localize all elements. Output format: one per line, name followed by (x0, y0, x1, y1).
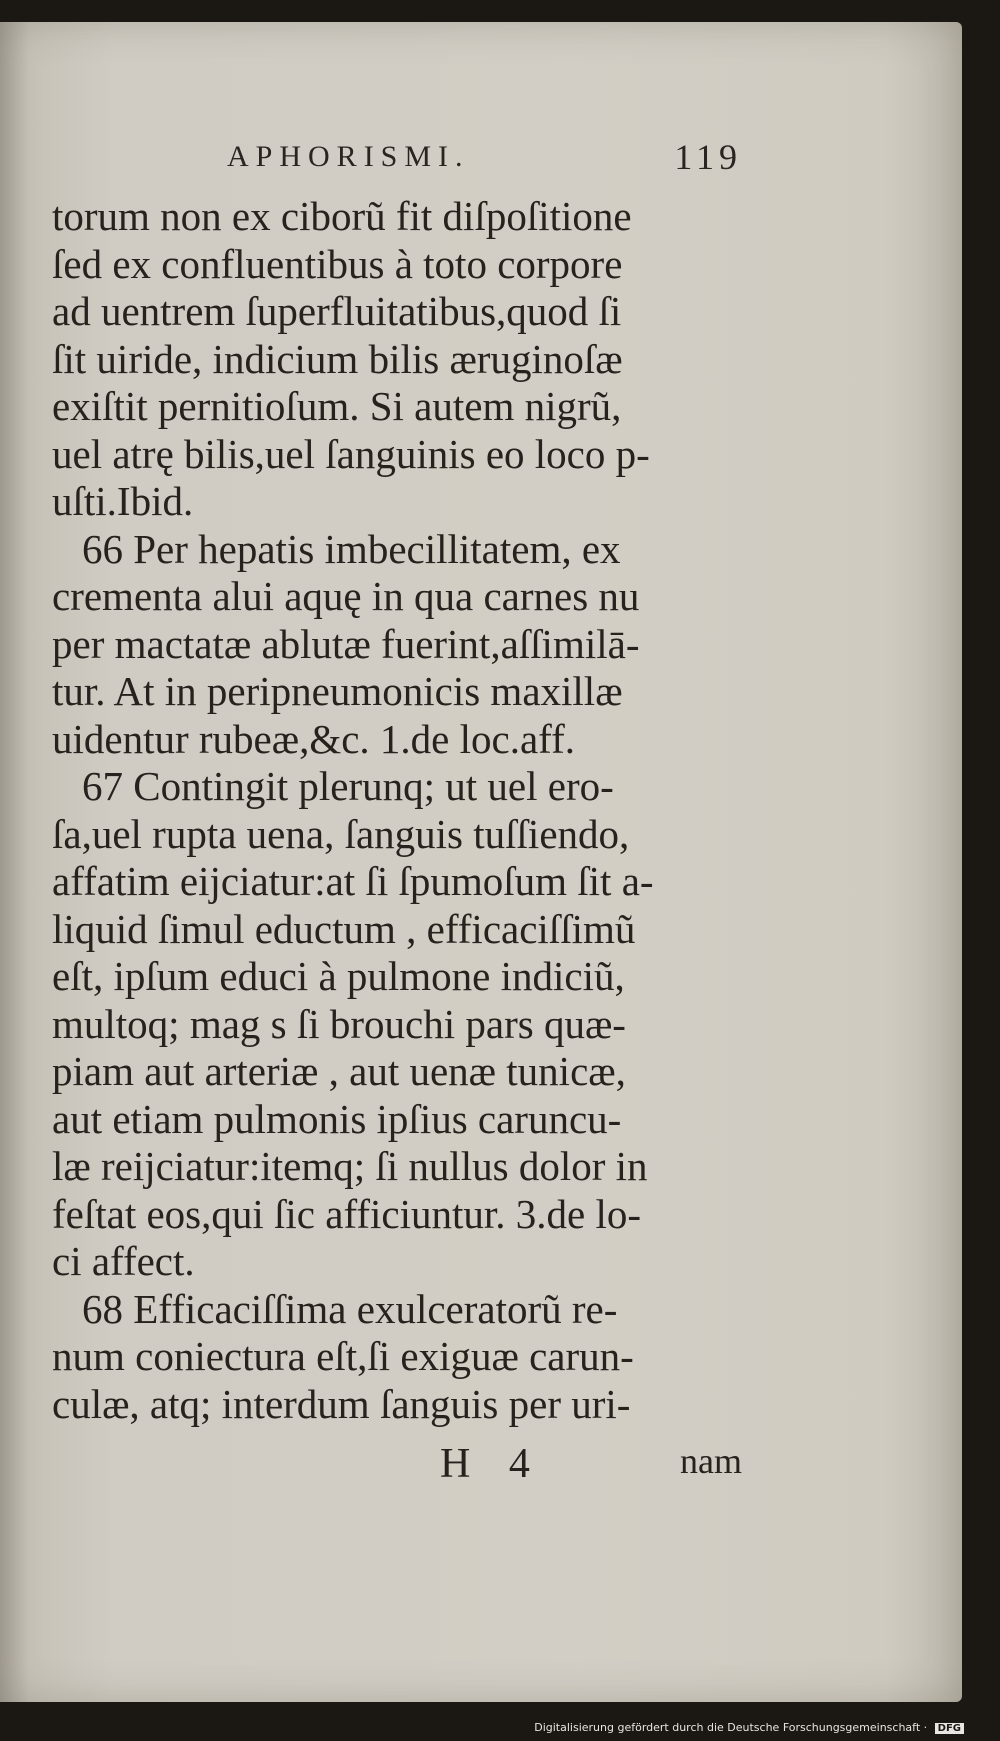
catchword: nam (680, 1441, 742, 1481)
text-line: læ reijciatur:itemq; ſi nullus dolor in (52, 1143, 648, 1189)
text-line: uſti.Ibid. (52, 478, 194, 524)
text-line: ſa,uel rupta uena, ſanguis tuſſiendo, (52, 810, 630, 857)
text-line: crementa alui aquę in qua carnes nu (52, 573, 640, 619)
text-line: num coniectura eſt,ſi exiguæ carun- (52, 1333, 634, 1379)
running-head (52, 137, 742, 190)
text-line: liquid ſimul eductum , efficaciſſimũ (52, 905, 636, 952)
text-line: piam aut arteriæ , aut uenæ tunicæ, (52, 1048, 626, 1094)
text-line: feſtat eos,qui ſic afficiuntur. 3.de lo- (52, 1190, 642, 1237)
text-line: aut etiam pulmonis ipſius caruncu- (52, 1095, 622, 1142)
body-text (52, 193, 752, 1428)
running-head-title: APHORISMI. (227, 140, 470, 173)
text-line: multoq; mag s ſi brouchi pars quæ- (52, 1000, 626, 1047)
digitization-credit (534, 1721, 964, 1734)
text-line: ad uentrem ſuperfluitatibus,quod ſi (52, 288, 622, 334)
text-line: uel atrę bilis,uel ſanguinis eo loco p- (52, 430, 650, 477)
aphorism-68-start: 68 Efficaciſſima exulceratorũ re- (82, 1285, 618, 1332)
aphorism-66-start: 66 Per hepatis imbecillitatem, ex (82, 525, 621, 572)
dfg-logo: DFG (935, 1723, 964, 1734)
text-line: ſit uiride, indicium bilis æruginoſæ (52, 335, 623, 382)
text-line: per mactatæ ablutæ fuerint,aſſimilā- (52, 620, 640, 667)
text-line: tur. At in peripneumonicis maxillæ (52, 668, 623, 714)
text-line: culæ, atq; interdum ſanguis per uri- (52, 1380, 631, 1427)
credit-text: Digitalisierung gefördert durch die Deutsche Forschungsgemeinschaft · (534, 1721, 928, 1734)
text-line: ci affect. (52, 1238, 195, 1284)
aphorism-67-start: 67 Contingit plerunq; ut uel ero- (82, 763, 614, 809)
text-line: torum non ex ciborũ fit diſpoſitione (52, 193, 632, 239)
page-number: 119 (674, 137, 742, 177)
text-line: eſt, ipſum educi à pulmone indiciũ, (52, 953, 625, 999)
text-line: affatim eijciatur:at ſi ſpumoſum ſit a- (52, 858, 654, 904)
page-footer (52, 1440, 742, 1500)
text-line: ſed ex confluentibus à toto corpore (52, 240, 623, 287)
text-line: uidentur rubeæ,&c. 1.de loc.aff. (52, 715, 575, 762)
text-line: exiſtit pernitioſum. Si autem nigrũ, (52, 383, 622, 429)
signature-mark: H 4 (440, 1441, 544, 1487)
